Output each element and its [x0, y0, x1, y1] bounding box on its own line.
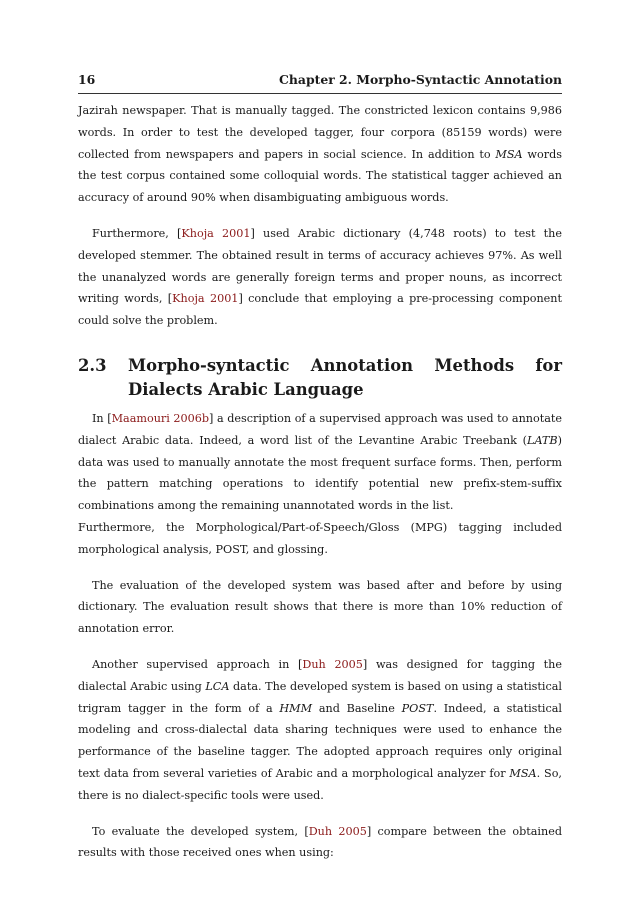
citation-link[interactable]: Maamouri 2006b — [111, 411, 210, 425]
paragraph-3: In [Maamouri 2006b] a description of a supervised approach was used to annotate dialect Arabic data. Indeed, a word list of the Levantine Arabic Treebank (LATB) data was used to manually annotate the most frequent surface forms. Then, perform the pattern matching operations to identify potential new prefix-stem-suffix combinations among the remaining unannotated words in the list. — [78, 411, 562, 513]
paragraph-6: Another supervised approach in [Duh 2005] was designed for tagging the dialectal Arabic using LCA data. The developed system is based on using a statistical trigram tagger in the form of a HMM and Baseline POST. Indeed, a statistical modeling and cross-dialectal data sharing techniques were used to enhance the performance of the baseline tagger. The adopted approach requires only original text data from several varieties of Arabic and a morphological analyzer for MSA. So, there is no dialect-specific tools were used. — [78, 657, 562, 802]
section-heading — [78, 354, 562, 402]
page-number: 16 — [78, 72, 96, 87]
citation-link[interactable]: Duh 2005 — [302, 657, 363, 671]
citation-link[interactable]: Khoja 2001 — [181, 226, 251, 240]
citation-link[interactable]: Khoja 2001 — [172, 292, 239, 306]
paragraph-2: Furthermore, [Khoja 2001] used Arabic dictionary (4,748 roots) to test the developed stemmer. The obtained result in terms of accuracy achieves 97%. As well the unanalyzed words are generally foreign terms and proper nouns, as incorrect writing words, [Khoja 2001] conclude that employing a pre-processing component could solve the problem. — [78, 226, 563, 328]
running-header — [78, 72, 562, 87]
section-title: Morpho-syntactic Annotation Methods for Dialects Arabic Language — [128, 355, 562, 399]
chapter-title: Chapter 2. Morpho-Syntactic Annotation — [279, 72, 562, 87]
section-number: 2.3 — [78, 355, 107, 375]
body-text — [78, 100, 562, 864]
header-rule — [78, 93, 562, 94]
paragraph-4: Furthermore, the Morphological/Part-of-Speech/Gloss (MPG) tagging included morphological analysis, POST, and glossing. — [78, 520, 562, 556]
paragraph-1: Jazirah newspaper. That is manually tagged. The constricted lexicon contains 9,986 words. In order to test the developed tagger, four corpora (85159 words) were collected from newspapers and papers in social science. In addition to MSA words the test corpus contained some colloquial words. The statistical tagger achieved an accuracy of around 90% when disambiguating ambiguous words. — [78, 104, 562, 205]
paragraph-7: To evaluate the developed system, [Duh 2005] compare between the obtained results with those received ones when using: — [78, 824, 562, 860]
paragraph-5: The evaluation of the developed system was based after and before by using dictionary. The evaluation result shows that there is more than 10% reduction of annotation error. — [78, 578, 562, 636]
citation-link[interactable]: Duh 2005 — [308, 824, 367, 838]
